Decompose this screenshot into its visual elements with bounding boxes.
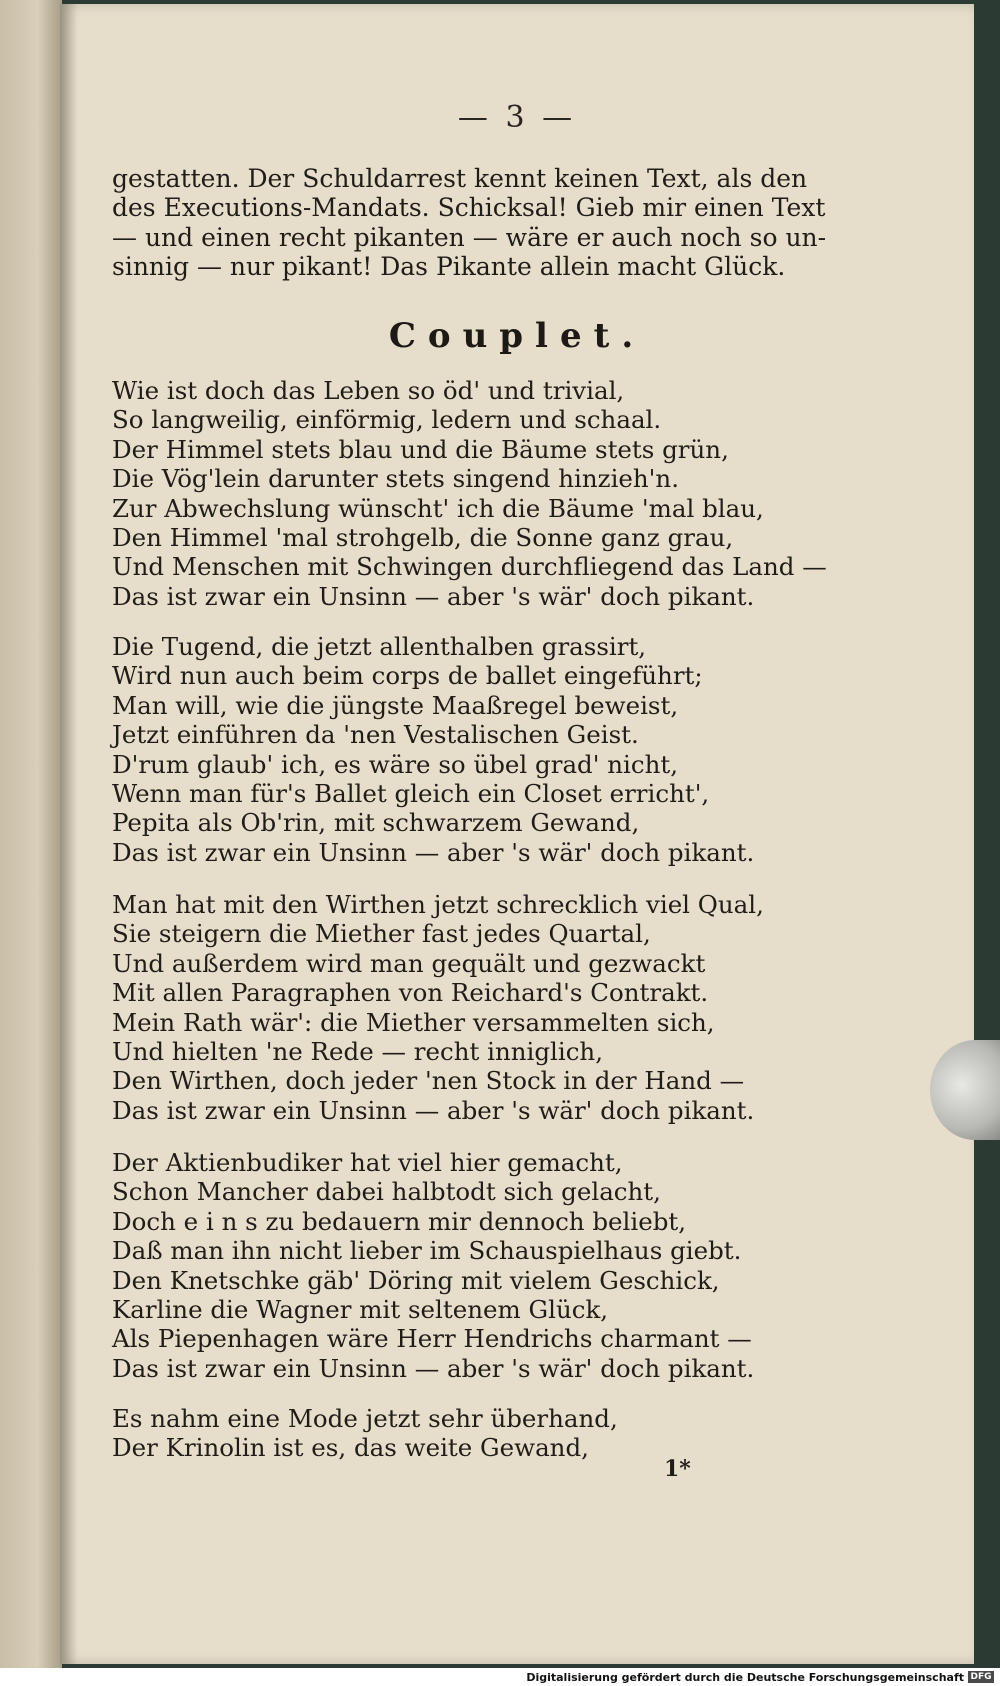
verse-line: Es nahm eine Mode jetzt sehr überhand, [112, 1404, 618, 1433]
verse-line: Wird nun auch beim corps de ballet eingeführt; [112, 661, 703, 691]
verse-line: Man will, wie die jüngste Maaßregel beweist, [112, 690, 679, 720]
verse-line: Doch e i n s zu bedauern mir dennoch beliebt, [112, 1206, 687, 1236]
intro-paragraph [112, 164, 888, 282]
intro-line: gestatten. Der Schuldarrest kennt keinen Text, als den [112, 164, 808, 193]
section-heading: Couplet. [388, 316, 646, 356]
verse-line: Sie steigern die Miether fast jedes Quartal, [112, 919, 651, 949]
verse-line: Die Vög'lein darunter stets singend hinzieh'n. [112, 464, 679, 494]
stanza-5 [112, 1404, 902, 1463]
stanza-4 [112, 1148, 902, 1383]
verse-line: Und Menschen mit Schwingen durchfliegend das Land — [112, 552, 827, 582]
verse-line: Karline die Wagner mit seltenem Glück, [112, 1295, 609, 1325]
verse-line: Der Krinolin ist es, das weite Gewand, [112, 1433, 589, 1463]
verse-line: Schon Mancher dabei halbtodt sich gelacht, [112, 1177, 661, 1207]
stanza-3 [112, 890, 902, 1125]
verse-line: Die Tugend, die jetzt allenthalben grassirt, [112, 632, 647, 661]
verse-line: Mit allen Paragraphen von Reichard's Contrakt. [112, 978, 709, 1008]
footer-bar [0, 1668, 1000, 1686]
stanza-2 [112, 632, 902, 867]
verse-line: Zur Abwechslung wünscht' ich die Bäume 'mal blau, [112, 493, 764, 523]
book-page [60, 4, 974, 1664]
signature-mark: 1* [664, 1456, 691, 1482]
verse-line: Als Piepenhagen wäre Herr Hendrichs charmant — [112, 1324, 752, 1354]
intro-line: sinnig — nur pikant! Das Pikante allein macht Glück. [112, 252, 786, 282]
verse-line: Daß man ihn nicht lieber im Schauspielhaus giebt. [112, 1236, 742, 1266]
stanza-1 [112, 376, 902, 611]
verse-line: Und außerdem wird man gequält und gezwackt [112, 948, 706, 978]
intro-line: — und einen recht pikanten — wäre er auch noch so un- [112, 222, 827, 252]
footer-credit: Digitalisierung gefördert durch die Deutsche Forschungsgemeinschaft [526, 1671, 964, 1684]
verse-line: Der Aktienbudiker hat viel hier gemacht, [112, 1148, 623, 1177]
verse-line: Der Himmel stets blau und die Bäume stets grün, [112, 434, 729, 464]
verse-line: Pepita als Ob'rin, mit schwarzem Gewand, [112, 808, 640, 838]
verse-line: So langweilig, einförmig, ledern und schaal. [112, 405, 662, 435]
page-number: — 3 — [457, 100, 577, 135]
left-page-edge [0, 0, 62, 1668]
intro-line: des Executions-Mandats. Schicksal! Gieb mir einen Text [112, 193, 826, 223]
verse-line: Jetzt einführen da 'nen Vestalischen Geist. [112, 720, 639, 750]
verse-line: D'rum glaub' ich, es wäre so übel grad' nicht, [112, 749, 679, 779]
verse-line: Das ist zwar ein Unsinn — aber 's wär' doch pikant. [112, 1095, 755, 1125]
spine-shadow [60, 4, 78, 1664]
verse-line: Das ist zwar ein Unsinn — aber 's wär' doch pikant. [112, 837, 755, 867]
verse-line: Den Himmel 'mal strohgelb, die Sonne ganz grau, [112, 523, 734, 553]
verse-line: Das ist zwar ein Unsinn — aber 's wär' doch pikant. [112, 1353, 755, 1383]
verse-line: Mein Rath wär': die Miether versammelten sich, [112, 1007, 715, 1037]
verse-line: Und hielten 'ne Rede — recht inniglich, [112, 1037, 603, 1067]
verse-line: Das ist zwar ein Unsinn — aber 's wär' doch pikant. [112, 581, 755, 611]
verse-line: Wie ist doch das Leben so öd' und trivial, [112, 376, 625, 405]
verse-line: Man hat mit den Wirthen jetzt schrecklich viel Qual, [112, 890, 764, 919]
verse-line: Den Knetschke gäb' Döring mit vielem Geschick, [112, 1265, 720, 1295]
verse-line: Wenn man für's Ballet gleich ein Closet erricht', [112, 779, 710, 809]
verse-line: Den Wirthen, doch jeder 'nen Stock in der Hand — [112, 1066, 745, 1096]
dfg-logo: DFG [968, 1671, 994, 1683]
